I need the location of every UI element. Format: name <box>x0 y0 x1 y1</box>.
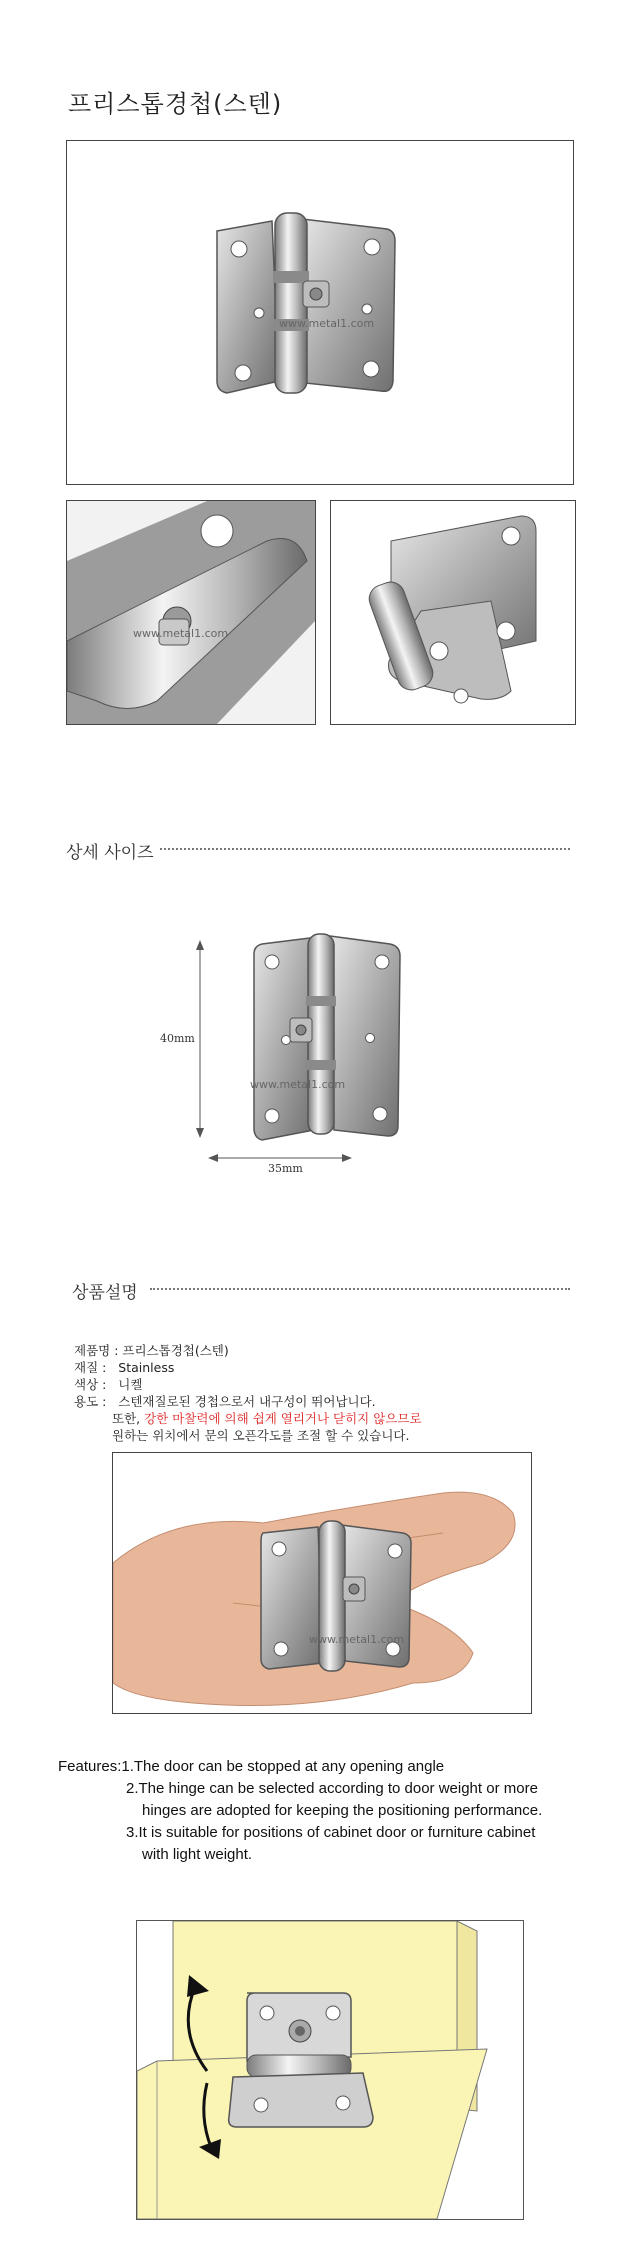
spec-label: 재질 : <box>74 1360 107 1375</box>
spec-value: 프리스톱경첩(스텐) <box>122 1343 229 1358</box>
hand-photo <box>112 1452 532 1714</box>
section-title-product-desc: 상품설명 <box>72 1283 138 1303</box>
features-block <box>58 1756 578 1866</box>
section-title-detail-size: 상세 사이즈 <box>66 843 154 863</box>
features-label: Features: <box>58 1758 122 1775</box>
dimension-width-label: 35mm <box>268 1162 303 1175</box>
watermark-text: www.metal1.com <box>250 1078 346 1091</box>
spec-row-name <box>74 1342 574 1359</box>
door-opening-illustration <box>137 1921 523 2219</box>
hinge-angle-image <box>331 501 575 724</box>
section-divider <box>150 1288 570 1290</box>
watermark-text: www.metal1.com <box>309 1633 405 1646</box>
spec-usage-line2 <box>74 1410 574 1427</box>
spec-block <box>74 1342 574 1444</box>
spec-row-usage <box>74 1393 574 1410</box>
feature-row-1 <box>58 1756 578 1778</box>
dimension-height-label: 40mm <box>160 1032 195 1045</box>
detail-photo-left <box>66 500 316 725</box>
hinge-image <box>67 141 573 484</box>
spec-label: 색상 : <box>74 1377 107 1392</box>
watermark-text: www.metal1.com <box>279 317 375 330</box>
feature-row-2b: hinges are adopted for keeping the positioning performance. <box>142 1802 543 1819</box>
hinge-in-hand-image <box>113 1453 531 1713</box>
feature-row-3a: 3.It is suitable for positions of cabinet door or furniture cabinet <box>126 1824 536 1841</box>
installation-diagram <box>136 1920 524 2220</box>
hinge-closeup-image <box>67 501 315 724</box>
spec-value: Stainless <box>118 1360 175 1375</box>
detail-photo-right <box>330 500 576 725</box>
spec-label: 용도 : <box>74 1394 107 1409</box>
spec-value: 스텐재질로된 경첩으로서 내구성이 뛰어납니다. <box>118 1394 376 1409</box>
spec-value: 또한, <box>112 1411 145 1426</box>
spec-row-color <box>74 1376 574 1393</box>
spec-label: 제품명 : <box>74 1343 119 1358</box>
main-product-photo <box>66 140 574 485</box>
section-divider <box>160 848 570 850</box>
watermark-text: www.metal1.com <box>133 627 229 640</box>
page-title: 프리스톱경첩(스텐) <box>68 90 283 118</box>
hinge-dimension-image <box>190 930 450 1170</box>
spec-value: 니켈 <box>118 1377 143 1392</box>
spec-row-material <box>74 1359 574 1376</box>
feature-row-3b: with light weight. <box>142 1846 253 1863</box>
spec-value-highlight: 강한 마찰력에 의해 쉽게 열리거나 닫히지 않으므로 <box>144 1411 422 1426</box>
spec-usage-line3: 원하는 위치에서 문의 오픈각도를 조절 할 수 있습니다. <box>112 1428 410 1443</box>
dimension-figure <box>160 930 450 1175</box>
feature-item: 1.The door can be stopped at any opening angle <box>121 1758 445 1775</box>
feature-row-2a: 2.The hinge can be selected according to door weight or more <box>126 1780 538 1797</box>
